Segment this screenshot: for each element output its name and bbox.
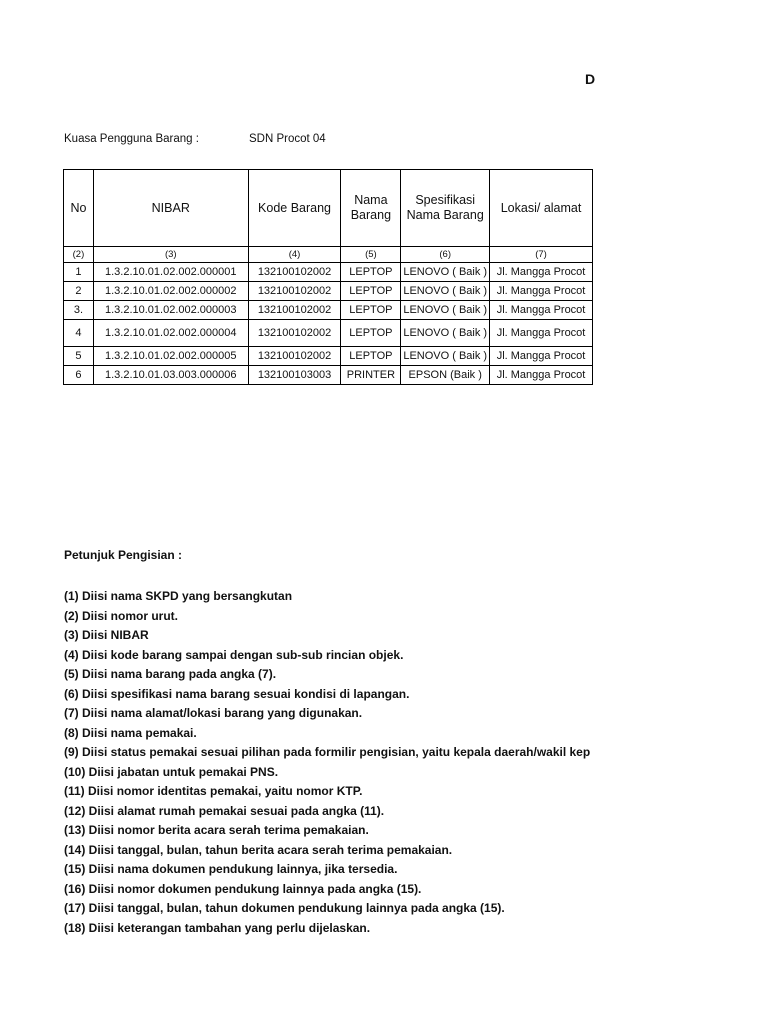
list-item: (10) Diisi jabatan untuk pemakai PNS. (64, 764, 279, 779)
table-row (64, 347, 593, 366)
cell-kode-barang: 132100102002 (248, 263, 341, 282)
cell-lokasi: Jl. Mangga Procot (490, 347, 593, 366)
list-item: (13) Diisi nomor berita acara serah terima pemakaian. (64, 823, 369, 837)
cell-spesifikasi: LENOVO ( Baik ) (401, 282, 490, 301)
cell-nama-barang: PRINTER (341, 366, 401, 385)
cell-kode-barang: 132100102002 (248, 347, 341, 366)
list-item: (16) Diisi nomor dokumen pendukung lainnya pada angka (15). (64, 881, 422, 896)
list-item: (6) Diisi spesifikasi nama barang sesuai kondisi di lapangan. (64, 686, 410, 701)
list-item: (7) Diisi nama alamat/lokasi barang yang digunakan. (64, 706, 363, 720)
column-number: (7) (490, 247, 593, 263)
list-item: (12) Diisi alamat rumah pemakai sesuai pada angka (11). (64, 803, 385, 818)
cell-nibar: 1.3.2.10.01.02.002.000004 (93, 320, 248, 347)
cell-kode-barang: 132100102002 (248, 320, 341, 347)
cell-lokasi: Jl. Mangga Procot (490, 366, 593, 385)
list-item: (1) Diisi nama SKPD yang bersangkutan (64, 589, 293, 603)
cell-kode-barang: 132100102002 (248, 282, 341, 301)
cell-nama-barang: LEPTOP (341, 320, 401, 347)
cell-spesifikasi: LENOVO ( Baik ) (401, 347, 490, 366)
header-no: No (64, 170, 94, 247)
cell-lokasi: Jl. Mangga Procot (490, 263, 593, 282)
column-number: (6) (401, 247, 490, 263)
cell-no: 4 (64, 320, 94, 347)
list-item: (14) Diisi tanggal, bulan, tahun berita acara serah terima pemakaian. (64, 842, 453, 857)
table-row (64, 282, 593, 301)
header-nibar: NIBAR (93, 170, 248, 247)
petunjuk-list (64, 587, 590, 938)
list-item: (4) Diisi kode barang sampai dengan sub-sub rincian objek. (64, 647, 404, 662)
cell-spesifikasi: EPSON (Baik ) (401, 366, 490, 385)
list-item: (18) Diisi keterangan tambahan yang perlu dijelaskan. (64, 920, 371, 935)
cell-lokasi: Jl. Mangga Procot (490, 282, 593, 301)
list-item: (17) Diisi tanggal, bulan, tahun dokumen pendukung lainnya pada angka (15). (64, 901, 505, 915)
header-kode-barang: Kode Barang (248, 170, 341, 247)
cell-nama-barang: LEPTOP (341, 282, 401, 301)
cell-nama-barang: LEPTOP (341, 263, 401, 282)
list-item: (15) Diisi nama dokumen pendukung lainnya, jika tersedia. (64, 862, 398, 876)
cell-lokasi: Jl. Mangga Procot (490, 320, 593, 347)
cell-kode-barang: 132100103003 (248, 366, 341, 385)
cell-nama-barang: LEPTOP (341, 347, 401, 366)
list-item: (3) Diisi NIBAR (64, 628, 149, 642)
header-nama-barang: Nama Barang (341, 170, 401, 247)
list-item: (11) Diisi nomor identitas pemakai, yaitu nomor KTP. (64, 784, 363, 798)
cell-nama-barang: LEPTOP (341, 301, 401, 320)
table-row (64, 263, 593, 282)
cell-nibar: 1.3.2.10.01.02.002.000003 (93, 301, 248, 320)
kuasa-pengguna-value: SDN Procot 04 (249, 133, 326, 145)
list-item: (2) Diisi nomor urut. (64, 608, 178, 623)
cell-spesifikasi: LENOVO ( Baik ) (401, 301, 490, 320)
column-number: (5) (341, 247, 401, 263)
list-item: (5) Diisi nama barang pada angka (7). (64, 667, 277, 681)
column-number: (4) (248, 247, 341, 263)
cell-no: 6 (64, 366, 94, 385)
table-row (64, 301, 593, 320)
cell-nibar: 1.3.2.10.01.02.002.000005 (93, 347, 248, 366)
column-number-row (64, 247, 593, 263)
cell-no: 3. (64, 301, 94, 320)
header-spesifikasi: Spesifikasi Nama Barang (401, 170, 490, 247)
cell-nibar: 1.3.2.10.01.03.003.000006 (93, 366, 248, 385)
cell-no: 5 (64, 347, 94, 366)
kuasa-pengguna-label: Kuasa Pengguna Barang : (64, 133, 199, 145)
column-number: (2) (64, 247, 94, 263)
document-heading: D (585, 71, 596, 87)
table-row (64, 320, 593, 347)
table-header-row (64, 170, 593, 247)
cell-nibar: 1.3.2.10.01.02.002.000002 (93, 282, 248, 301)
header-lokasi: Lokasi/ alamat (490, 170, 593, 247)
cell-spesifikasi: LENOVO ( Baik ) (401, 263, 490, 282)
cell-kode-barang: 132100102002 (248, 301, 341, 320)
cell-no: 2 (64, 282, 94, 301)
inventory-table (63, 169, 593, 385)
table-row (64, 366, 593, 385)
cell-no: 1 (64, 263, 94, 282)
list-item: (9) Diisi status pemakai sesuai pilihan pada formilir pengisian, yaitu kepala daerah/wakil kep (64, 745, 591, 759)
column-number: (3) (93, 247, 248, 263)
petunjuk-title: Petunjuk Pengisian : (64, 548, 183, 562)
cell-lokasi: Jl. Mangga Procot (490, 301, 593, 320)
cell-spesifikasi: LENOVO ( Baik ) (401, 320, 490, 347)
list-item: (8) Diisi nama pemakai. (64, 725, 197, 740)
cell-nibar: 1.3.2.10.01.02.002.000001 (93, 263, 248, 282)
